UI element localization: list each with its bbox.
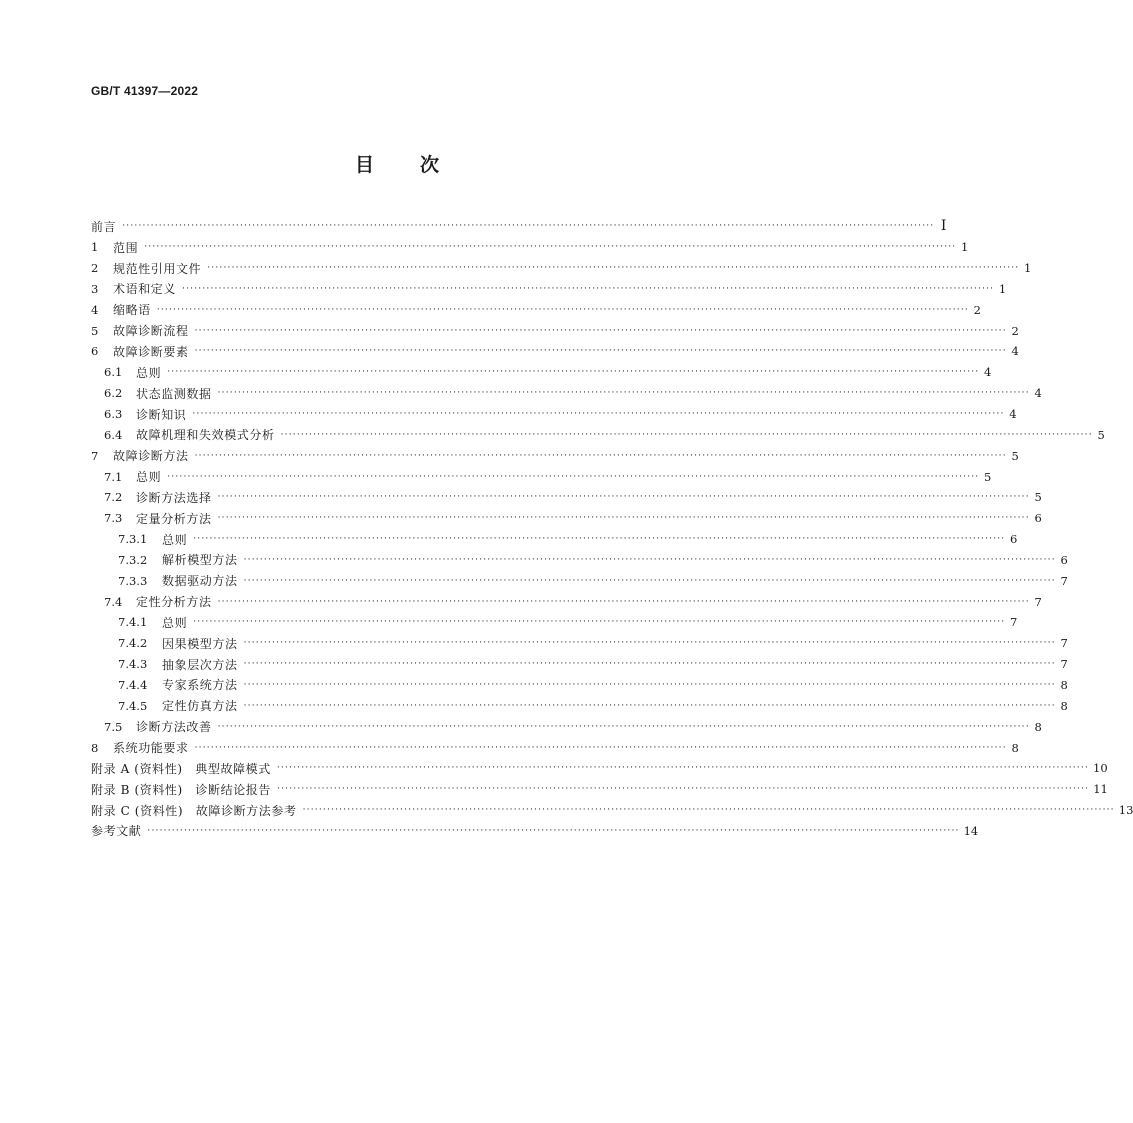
toc-leader-dots: ········································································································································································································ <box>217 388 1030 399</box>
toc-entry[interactable] <box>91 216 947 237</box>
toc-entry-label <box>118 676 238 693</box>
toc-entry-title: 故障机理和失效模式分析 <box>136 428 275 443</box>
toc-entry-page: 7 <box>1060 657 1068 672</box>
toc-entry-title: 规范性引用文件 <box>113 261 202 276</box>
toc-entry-title: 附录 B (资料性) 诊断结论报告 <box>91 782 272 797</box>
toc-entry-page: 8 <box>1060 677 1068 692</box>
toc-entry[interactable] <box>91 404 1017 425</box>
toc-leader-dots: ········································································································································································································ <box>167 367 980 378</box>
toc-entry-title: 附录 A (资料性) 典型故障模式 <box>91 761 271 776</box>
toc-entry-number: 7.4 <box>104 594 123 609</box>
toc-entry-title: 数据驱动方法 <box>162 574 238 589</box>
toc-entry-label <box>91 280 176 297</box>
toc-entry-title: 定性仿真方法 <box>162 699 238 714</box>
toc-entry[interactable] <box>91 508 1042 529</box>
toc-entry-label <box>118 635 238 652</box>
toc-entry-page: 6 <box>1060 552 1068 567</box>
toc-leader-dots: ········································································································································································································ <box>192 409 1005 420</box>
toc-entry-title: 附录 C (资料性) 故障诊断方法参考 <box>91 803 297 818</box>
toc-entry-label <box>104 489 212 506</box>
toc-entry-title: 故障诊断方法 <box>113 449 189 464</box>
toc-entry-page: 1 <box>1024 261 1032 276</box>
toc-entry-title: 总则 <box>162 615 188 630</box>
toc-entry-page: I <box>940 218 947 235</box>
toc-entry-label <box>104 385 212 402</box>
toc-entry[interactable] <box>91 487 1042 508</box>
toc-leader-dots: ········································································································································································································ <box>194 742 1007 753</box>
toc-entry-page: 4 <box>1009 407 1017 422</box>
toc-entry-label <box>118 531 187 548</box>
toc-entry-number: 7.4.5 <box>118 698 148 713</box>
toc-entry-page: 13 <box>1118 803 1133 818</box>
toc-entry-title: 抽象层次方法 <box>162 657 238 672</box>
toc-entry-title: 状态监测数据 <box>136 386 212 401</box>
toc-leader-dots: ········································································································································································································ <box>122 221 935 232</box>
toc-entry-page: 5 <box>1097 427 1105 442</box>
toc-entry-number: 7.2 <box>104 490 123 505</box>
toc-entry[interactable] <box>91 716 1042 737</box>
toc-entry[interactable] <box>91 570 1068 591</box>
toc-entry[interactable] <box>91 633 1068 654</box>
toc-leader-dots: ········································································································································································································ <box>194 346 1007 357</box>
toc-entry-label <box>91 239 138 256</box>
toc-entry-number: 4 <box>91 302 99 317</box>
toc-entry-page: 11 <box>1093 782 1108 797</box>
toc-entry-label <box>118 656 238 673</box>
toc-entry-page: 7 <box>1010 615 1018 630</box>
toc-entry[interactable] <box>91 758 1108 779</box>
toc-entry[interactable] <box>91 279 1007 300</box>
toc-entry-label <box>104 510 212 527</box>
toc-leader-dots: ········································································································································································································ <box>193 617 1006 628</box>
toc-entry[interactable] <box>91 424 1105 445</box>
toc-entry[interactable] <box>91 695 1068 716</box>
toc-entry-page: 8 <box>1060 698 1068 713</box>
toc-leader-dots: ········································································································································································································ <box>182 283 995 294</box>
toc-entry-label <box>91 260 201 277</box>
toc-entry-page: 4 <box>984 365 992 380</box>
toc-entry-label <box>91 760 271 777</box>
toc-entry-label <box>118 551 238 568</box>
toc-leader-dots: ········································································································································································································ <box>302 805 1115 816</box>
toc-entry[interactable] <box>91 237 969 258</box>
toc-entry-page: 1 <box>998 281 1007 296</box>
toc-entry-label <box>91 822 141 839</box>
toc-entry-number: 7.4.4 <box>118 677 148 692</box>
toc-entry-title: 诊断方法选择 <box>136 490 212 505</box>
toc-entry[interactable] <box>91 820 979 841</box>
toc-entry-title: 范围 <box>113 240 139 255</box>
toc-entry-number: 6.1 <box>104 365 123 380</box>
toc-entry-label <box>91 739 189 756</box>
toc-entry-page: 2 <box>1011 323 1019 338</box>
toc-entry-title: 参考文献 <box>91 824 142 839</box>
toc-entry[interactable] <box>91 258 1032 279</box>
toc-entry-label <box>104 718 212 735</box>
toc-entry-page: 5 <box>984 469 992 484</box>
toc-entry-number: 6.2 <box>104 386 123 401</box>
toc-entry-title: 定量分析方法 <box>136 511 212 526</box>
toc-entry-number: 6.3 <box>104 407 123 422</box>
toc-leader-dots: ········································································································································································································ <box>217 492 1030 503</box>
toc-leader-dots: ········································································································································································································ <box>147 825 960 836</box>
toc-entry-number: 7.3.3 <box>118 573 148 588</box>
toc-entry-number: 7.3.2 <box>118 552 148 567</box>
toc-leader-dots: ········································································································································································································ <box>243 638 1056 649</box>
toc-entry-label <box>104 593 212 610</box>
toc-entry-page: 14 <box>963 823 979 838</box>
toc-leader-dots: ········································································································································································································ <box>193 534 1006 545</box>
toc-entry-number: 6.4 <box>104 427 123 442</box>
toc-entry-number: 6 <box>91 344 99 359</box>
toc-entry[interactable] <box>91 445 1019 466</box>
toc-entry-title: 因果模型方法 <box>162 636 238 651</box>
toc-entry-label <box>104 468 161 485</box>
page-title <box>0 150 794 177</box>
toc-entry[interactable] <box>91 362 992 383</box>
toc-entry[interactable] <box>91 737 1019 758</box>
toc-leader-dots: ········································································································································································································ <box>194 325 1007 336</box>
standard-number: GB/T 41397—2022 <box>91 84 199 98</box>
toc-entry-page: 8 <box>1011 740 1019 755</box>
toc-entry-title: 总则 <box>136 470 162 485</box>
toc-entry-page: 5 <box>1011 448 1019 463</box>
toc-leader-dots: ········································································································································································································ <box>243 679 1056 690</box>
toc-entry-page: 4 <box>1011 344 1019 359</box>
toc-entry-page: 8 <box>1034 719 1042 734</box>
toc-entry-label <box>104 426 275 443</box>
toc-entry-page: 7 <box>1034 594 1042 609</box>
toc-entry-label <box>91 301 151 318</box>
toc-leader-dots: ········································································································································································································ <box>156 304 969 315</box>
toc-entry-title: 解析模型方法 <box>162 553 238 568</box>
toc-leader-dots: ········································································································································································································ <box>243 700 1056 711</box>
toc-entry-label <box>91 447 189 464</box>
toc-entry-label <box>118 614 187 631</box>
toc-leader-dots: ········································································································································································································ <box>144 242 957 253</box>
toc-entry-title: 专家系统方法 <box>162 678 238 693</box>
toc-entry-title: 缩略语 <box>113 303 151 318</box>
toc-entry-title: 术语和定义 <box>113 282 177 297</box>
toc-entry[interactable] <box>91 466 992 487</box>
toc-entry-number: 7.4.2 <box>118 636 148 651</box>
toc-entry-label <box>91 343 189 360</box>
toc-entry-page: 7 <box>1060 636 1068 651</box>
toc-entry-number: 7.4.1 <box>118 615 148 630</box>
toc-entry-page: 10 <box>1093 761 1108 776</box>
toc-entry-title: 前言 <box>91 219 117 234</box>
toc-entry[interactable] <box>91 299 981 320</box>
toc-leader-dots: ········································································································································································································ <box>243 575 1056 586</box>
toc-entry[interactable] <box>91 383 1042 404</box>
toc-entry-label <box>91 802 297 819</box>
toc-entry-page: 6 <box>1010 532 1018 547</box>
toc-leader-dots: ········································································································································································································ <box>167 471 980 482</box>
toc-entry-page: 6 <box>1034 511 1042 526</box>
toc-entry-label <box>91 218 116 235</box>
toc-leader-dots: ········································································································································································································ <box>217 596 1030 607</box>
page-title-char-1: 目 <box>354 154 374 176</box>
toc-entry-number: 7 <box>91 448 99 463</box>
toc-entry-number: 7.1 <box>104 469 123 484</box>
toc-entry-label <box>104 364 161 381</box>
toc-entry-label <box>118 697 238 714</box>
toc-entry-page: 2 <box>973 302 981 317</box>
toc-leader-dots: ········································································································································································································ <box>277 784 1090 795</box>
toc-entry-title: 诊断方法改善 <box>136 720 212 735</box>
toc-entry-title: 诊断知识 <box>136 407 187 422</box>
toc-entry-number: 5 <box>91 323 99 338</box>
toc-leader-dots: ········································································································································································································ <box>217 721 1030 732</box>
toc-entry[interactable] <box>91 591 1042 612</box>
toc-entry-number: 2 <box>91 261 99 276</box>
toc-leader-dots: ········································································································································································································ <box>194 450 1007 461</box>
toc-entry-title: 系统功能要求 <box>113 741 189 756</box>
toc-entry[interactable] <box>91 654 1068 675</box>
toc-entry-number: 1 <box>91 240 99 255</box>
toc-entry-title: 故障诊断流程 <box>113 324 189 339</box>
toc-leader-dots: ········································································································································································································ <box>243 659 1056 670</box>
toc-leader-dots: ········································································································································································································ <box>280 429 1093 440</box>
toc-entry-number: 7.5 <box>104 719 123 734</box>
toc-entry-number: 7.3.1 <box>118 532 148 547</box>
toc-entry-page: 4 <box>1034 386 1042 401</box>
toc-entry-label <box>104 406 186 423</box>
toc-entry[interactable] <box>91 675 1068 696</box>
toc-entry-number: 8 <box>91 740 99 755</box>
toc-entry-label <box>91 781 271 798</box>
toc-entry[interactable] <box>91 529 1018 550</box>
toc-entry-title: 总则 <box>136 365 162 380</box>
toc-entry-label <box>118 572 238 589</box>
toc-entry[interactable] <box>91 612 1018 633</box>
toc-entry[interactable] <box>91 800 1133 821</box>
toc-entry-label <box>91 322 189 339</box>
toc-entry-title: 总则 <box>162 532 188 547</box>
table-of-contents <box>91 216 1133 841</box>
toc-entry-title: 故障诊断要素 <box>113 344 189 359</box>
toc-entry[interactable] <box>91 320 1019 341</box>
toc-entry-number: 3 <box>91 281 99 296</box>
toc-leader-dots: ········································································································································································································ <box>276 763 1090 774</box>
page-title-char-2: 次 <box>420 154 440 176</box>
toc-entry[interactable] <box>91 341 1019 362</box>
toc-leader-dots: ········································································································································································································ <box>217 513 1030 524</box>
toc-entry-page: 1 <box>961 240 969 255</box>
toc-entry[interactable] <box>91 550 1068 571</box>
toc-entry-page: 7 <box>1060 573 1068 588</box>
toc-leader-dots: ········································································································································································································ <box>243 554 1056 565</box>
toc-leader-dots: ········································································································································································································ <box>207 263 1020 274</box>
toc-entry[interactable] <box>91 779 1108 800</box>
toc-entry-number: 7.4.3 <box>118 657 148 672</box>
toc-entry-number: 7.3 <box>104 511 123 526</box>
toc-entry-title: 定性分析方法 <box>136 595 212 610</box>
toc-entry-page: 5 <box>1034 490 1042 505</box>
